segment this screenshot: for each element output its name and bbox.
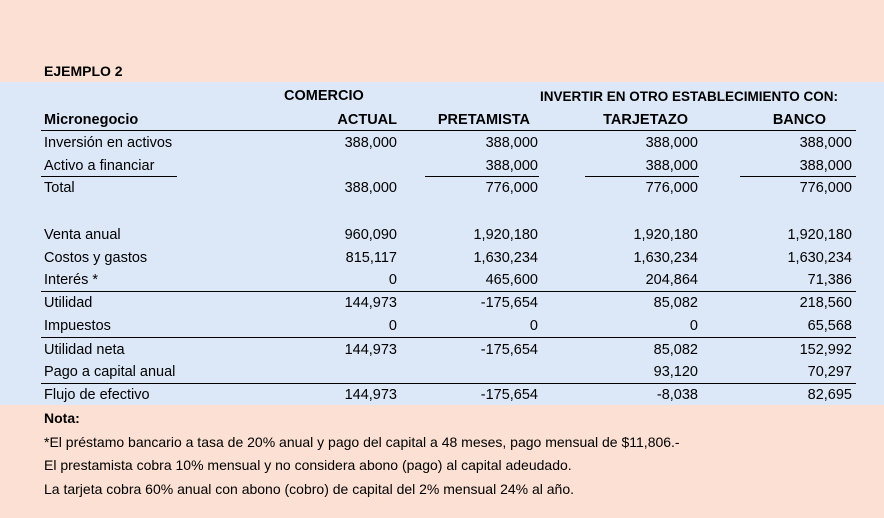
- cell-tarjetazo: 204,864: [645, 272, 698, 288]
- cell-tarjetazo: 776,000: [645, 180, 698, 196]
- cell-actual: 388,000: [344, 135, 397, 151]
- cell-banco: 776,000: [799, 180, 852, 196]
- cell-banco: 82,695: [807, 387, 852, 403]
- cell-tarjetazo: 1,630,234: [633, 250, 698, 266]
- header-invertir: INVERTIR EN OTRO ESTABLECIMIENTO CON:: [540, 89, 839, 104]
- row-label: Utilidad neta: [44, 342, 125, 358]
- total-divider-label: [41, 176, 177, 177]
- cell-actual: 144,973: [344, 387, 397, 403]
- cell-banco: 1,920,180: [787, 227, 852, 243]
- total-divider-tarjetazo: [585, 176, 699, 177]
- header-comercio: COMERCIO: [284, 88, 364, 104]
- cell-banco: 218,560: [799, 295, 852, 311]
- cell-banco: 388,000: [799, 158, 852, 174]
- row-label: Utilidad: [44, 295, 93, 311]
- header-actual: ACTUAL: [337, 112, 397, 128]
- cell-actual: 0: [388, 272, 397, 288]
- cell-prestamista: 388,000: [485, 135, 538, 151]
- cell-banco: 71,386: [807, 272, 852, 288]
- example-title: EJEMPLO 2: [44, 63, 123, 79]
- cell-tarjetazo: 85,082: [653, 342, 698, 358]
- cell-tarjetazo: 0: [689, 318, 698, 334]
- cell-prestamista: 1,920,180: [473, 227, 538, 243]
- cell-banco: 388,000: [799, 135, 852, 151]
- header-banco: BANCO: [772, 112, 826, 128]
- cell-prestamista: -175,654: [480, 387, 538, 403]
- cell-prestamista: -175,654: [480, 342, 538, 358]
- flujo-divider: [41, 383, 856, 384]
- header-micronegocio: Micronegocio: [44, 112, 139, 128]
- cell-tarjetazo: 85,082: [653, 295, 698, 311]
- cell-actual: 960,090: [344, 227, 397, 243]
- cell-actual: 815,117: [345, 250, 397, 266]
- cell-banco: 1,630,234: [787, 250, 852, 266]
- cell-banco: 65,568: [807, 318, 852, 334]
- row-label: Costos y gastos: [44, 250, 148, 266]
- cell-prestamista: 1,630,234: [473, 250, 538, 266]
- header-prestamista: PRETAMISTA: [437, 112, 530, 128]
- row-label: Inversión en activos: [44, 135, 173, 151]
- row-label: Activo a financiar: [44, 158, 155, 174]
- cell-prestamista: -175,654: [480, 295, 538, 311]
- cell-banco: 152,992: [799, 342, 852, 358]
- cell-actual: 144,973: [344, 342, 397, 358]
- row-label: Impuestos: [44, 318, 111, 334]
- cell-tarjetazo: 1,920,180: [633, 227, 698, 243]
- header-divider: [41, 130, 856, 131]
- row-label: Venta anual: [44, 227, 121, 243]
- total-divider-banco: [740, 176, 856, 177]
- cell-prestamista: 0: [529, 318, 538, 334]
- total-divider-prestamista: [425, 176, 539, 177]
- row-label: Flujo de efectivo: [44, 387, 150, 403]
- utilidad-divider: [41, 291, 856, 292]
- note-line: El prestamista cobra 10% mensual y no considera abono (pago) al capital adeudado.: [44, 457, 572, 473]
- cell-banco: 70,297: [807, 364, 852, 380]
- cell-actual: 388,000: [344, 180, 397, 196]
- row-label: Total: [44, 180, 75, 196]
- cell-tarjetazo: -8,038: [656, 387, 698, 403]
- header-tarjetazo: TARJETAZO: [603, 112, 688, 128]
- cell-actual: 144,973: [344, 295, 397, 311]
- cell-prestamista: 776,000: [485, 180, 538, 196]
- note-line: La tarjeta cobra 60% anual con abono (cobro) de capital del 2% mensual 24% al año.: [44, 481, 575, 497]
- cell-tarjetazo: 93,120: [653, 364, 698, 380]
- cell-tarjetazo: 388,000: [645, 135, 698, 151]
- note-line: *El préstamo bancario a tasa de 20% anual y pago del capital a 48 meses, pago mensual de $11,806.-: [44, 434, 680, 450]
- cell-prestamista: 388,000: [485, 158, 538, 174]
- utilidad-neta-divider: [41, 337, 856, 338]
- cell-tarjetazo: 388,000: [645, 158, 698, 174]
- cell-prestamista: 465,600: [485, 272, 538, 288]
- cell-actual: 0: [388, 318, 397, 334]
- row-label: Pago a capital anual: [44, 364, 176, 380]
- row-label: Interés *: [44, 272, 98, 288]
- notes-title: Nota:: [44, 410, 80, 426]
